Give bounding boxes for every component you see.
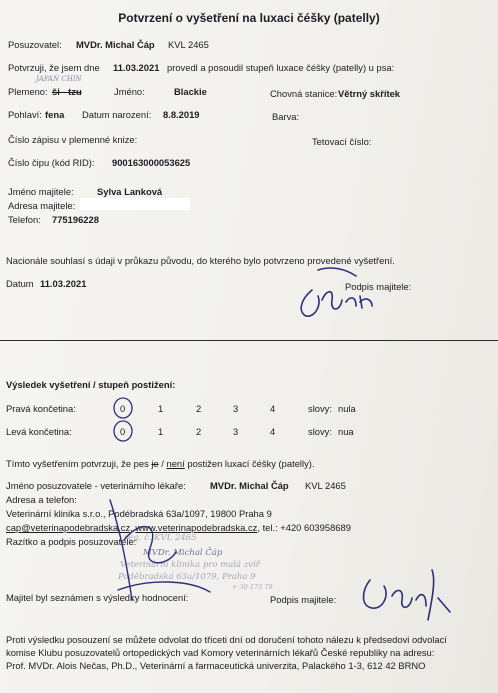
right-words-label: slovy: (308, 403, 332, 414)
tattoo-label: Tetovací číslo: (312, 136, 372, 147)
grade-circle-marks (114, 398, 132, 441)
owner-signature-2 (364, 570, 451, 620)
stamp-reg: reg. č. KVL 2465 (124, 533, 197, 543)
left-words-value: nua (338, 426, 354, 437)
date-label: Datum (6, 278, 34, 289)
evaluator-kvl: KVL 2465 (168, 39, 209, 50)
results-heading: Výsledek vyšetření / stupeň postižení: (6, 379, 176, 390)
right-grade-3: 3 (233, 403, 239, 414)
acknowledge-label: Majitel byl seznámen s výsledky hodnocení: (6, 592, 189, 603)
chip-label: Číslo čipu (kód RID): (8, 157, 95, 168)
evaluator-name: MVDr. Michal Čáp (76, 39, 155, 50)
dob-value: 8.8.2019 (163, 109, 200, 120)
right-grade-1: 1 (158, 403, 164, 414)
owner-address-label: Adresa majitele: (8, 200, 76, 211)
left-grade-1: 1 (158, 426, 164, 437)
vet-address-line: Veterinární klinika s.r.o., Podébradská 63a/1097, 19800 Praha 9 (6, 508, 272, 519)
kennel-label: Chovná stanice: (270, 88, 338, 99)
confirm-suffix: provedl a posoudil stupeň luxace čéšky (patelly) u psa: (167, 62, 395, 73)
vet-label: Jméno posuzovatele - veterinárního lékaře: (6, 480, 186, 491)
vet-email-link[interactable]: cap@veterinapodebradska.cz (6, 522, 131, 533)
date-value: 11.03.2021 (40, 278, 87, 289)
left-grade-2: 2 (196, 426, 202, 437)
breed-value: ši - tzu (52, 86, 82, 97)
right-grade-4: 4 (270, 403, 276, 414)
statement-je: je (151, 458, 159, 469)
dob-label: Datum narození: (82, 109, 152, 120)
stamp-clinic: Veterinární klinika pro malá zvíř (120, 560, 260, 570)
appeal-line-2: komise Klubu posuzovatelů ortopedických vad Komory veterinárních lékařů České republiky na adresu: (6, 647, 435, 658)
dog-name-label: Jméno: (114, 86, 145, 97)
consent-text: Nacionále souhlasí s údaji v průkazu původu, do kterého bylo potvrzeno provedené vyšetření. (6, 255, 395, 266)
right-grade-2: 2 (196, 403, 202, 414)
vet-web-link[interactable]: www.veterinapodebradska.cz (135, 522, 258, 533)
left-grade-4: 4 (270, 426, 276, 437)
statement-separator: / (158, 458, 167, 469)
left-leg-label: Levá končetina: (6, 426, 72, 437)
color-label: Barva: (272, 111, 300, 122)
stamp-name: MVDr. Michal Čáp (143, 548, 223, 558)
left-words-label: slovy: (308, 426, 332, 437)
stamp-phone: + 30 173 79 (232, 583, 273, 591)
vet-kvl: KVL 2465 (305, 480, 346, 491)
breed-label: Plemeno: (8, 86, 48, 97)
owner-phone-value: 775196228 (52, 214, 99, 225)
owner-signature-1 (301, 268, 372, 316)
sex-value: fena (45, 109, 65, 120)
statement-neni: není (166, 458, 185, 469)
appeal-line-3: Prof. MVDr. Alois Nečas, Ph.D., Veterinární a farmaceutická univerzita, Palackého 1-3, 612 42 BRNO (6, 660, 426, 671)
vet-phone: , tel.: +420 603958689 (257, 522, 351, 533)
document-title: Potvrzení o vyšetření na luxaci čéšky (patelly) (118, 11, 380, 25)
right-leg-label: Pravá končetina: (6, 403, 76, 414)
stamp-label: Razítko a podpis posuzovatele: (6, 536, 137, 547)
dog-name-value: Blackie (174, 86, 207, 97)
statement-prefix: Tímto vyšetřením potvrzuji, že pes (6, 458, 149, 469)
owner-sign-label: Podpis majitele: (345, 281, 412, 292)
left-grade-0: 0 (120, 426, 126, 437)
owner-phone-label: Telefon: (8, 214, 41, 225)
vet-name: MVDr. Michal Čáp (210, 480, 289, 491)
statement-suffix: postižen luxací čéšky (patelly). (187, 458, 315, 469)
chip-value: 900163000053625 (112, 157, 191, 168)
evaluator-label: Posuzovatel: (8, 39, 62, 50)
studbook-label: Číslo zápisu v plemenné knize: (8, 134, 138, 145)
stamp-address: Poděbradská 63a/1079, Praha 9 (118, 572, 256, 582)
breed-handwritten: JAPAN CHIN (36, 75, 82, 83)
left-grade-3: 3 (233, 426, 239, 437)
right-words-value: nula (338, 403, 356, 414)
right-grade-0: 0 (120, 403, 126, 414)
appeal-line-1: Proti výsledku posouzení se můžete odvolat do třiceti dní od doručení tohoto nálezu k předsedovi odvolací (6, 634, 447, 645)
owner-name-value: Sylva Lanková (97, 186, 163, 197)
acknowledge-sign-label: Podpis majitele: (270, 594, 337, 605)
owner-name-label: Jméno majitele: (8, 186, 74, 197)
kennel-value: Větrný skřítek (338, 88, 401, 99)
vet-contacts: cap@veterinapodebradska.cz, www.veterinapodebradska.cz, tel.: +420 603958689 (6, 522, 351, 533)
confirm-date: 11.03.2021 (113, 62, 160, 73)
confirm-prefix: Potvrzuji, že jsem dne (8, 62, 100, 73)
vet-signature (110, 500, 210, 600)
sex-label: Pohlaví: (8, 109, 42, 120)
vet-address-label: Adresa a telefon: (6, 494, 77, 505)
